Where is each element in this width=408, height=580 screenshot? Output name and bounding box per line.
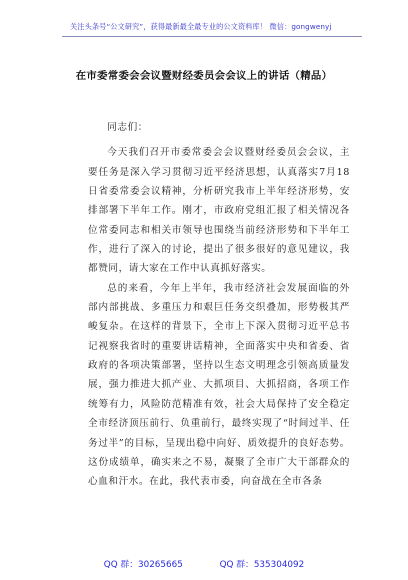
footer-contacts xyxy=(0,557,408,570)
qq-group-2: QQ 群：535304092 xyxy=(219,560,305,570)
body-paragraph: 总的来看，今年上半年，我市经济社会发展面临的外部内部挑战、多重压力和艰巨任务交织叠加，形势极其严峻复杂。在这样的背景下，全市上下深入贯彻习近平总书记视察我省时的重要讲话精神，全面落实中央和省委、省政府的各项决策部署，坚持以生态文明理念引领高质量发展，强力推进大抓产业、大抓项目、大抓招商，各项工作统筹有力，风险防范精准有效，社会大局保持了安全稳定全市经济顶压前行、负重前行，最终实现了“时间过半、任务过半”的目标，呈现出稳中向好、质效提升的良好态势。这份成绩单，确实来之不易，凝聚了全市广大干部群众的心血和汗水。在此，我代表市委，向奋战在全市各条 xyxy=(88,282,350,488)
body-paragraph: 今天我们召开市委常委会会议暨财经委员会会议，主要任务是深入学习贯彻习近平经济思想，认真落实7月18日省委常委会议精神，分析研究我市上半年经济形势，安排部署下半年工作。刚才，市政府党组汇报了相关情况各位常委同志和相关市领导也围绕当前经济形势和下半年工作，进行了深入的讨论，提出了很多很好的意见建议，我都赞同，请大家在工作中认真抓好落实。 xyxy=(88,147,350,275)
qq-group-1: QQ 群：30265665 xyxy=(103,560,183,570)
document-title: 在市委常委会会议暨财经委员会会议上的讲话（精品） xyxy=(75,70,333,82)
salutation: 同志们： xyxy=(107,122,148,133)
document-body xyxy=(88,118,350,492)
header-divider xyxy=(62,36,362,37)
header-banner: 关注头条号“公文研究”，获得最新最全最专业的公文资料库！ 微信：gongwenyj xyxy=(70,22,332,31)
